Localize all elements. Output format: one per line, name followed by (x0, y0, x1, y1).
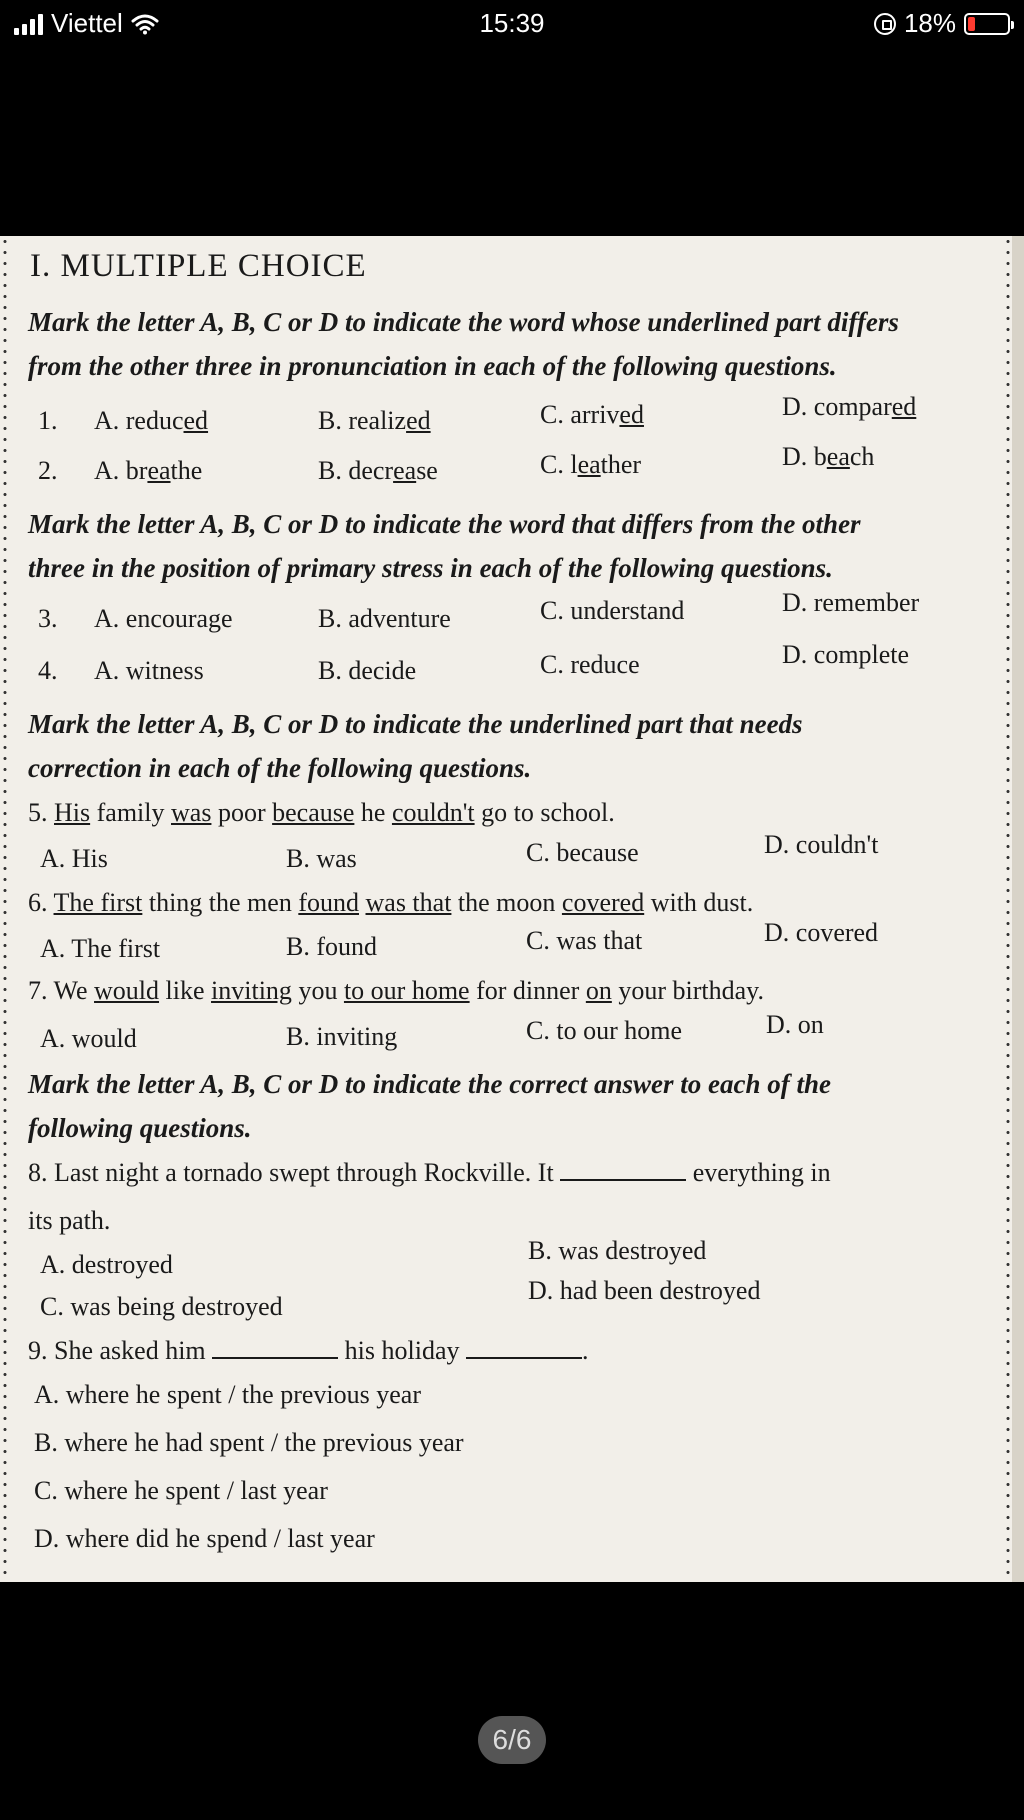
option-d: D. couldn't (764, 830, 879, 859)
worksheet-photo[interactable] (0, 236, 1024, 1582)
instruction-stress: Mark the letter A, B, C or D to indicate the word that differs from the other three in the position of primary stress in each of the following questions. (28, 509, 861, 583)
page-indicator[interactable]: 6/6 (478, 1716, 546, 1764)
option-a: A. encourage (94, 604, 233, 633)
option-b: B. inviting (286, 1022, 398, 1051)
option-c: C. reduce (540, 650, 640, 679)
option-b: B. decide (318, 656, 417, 685)
option-c: C. to our home (526, 1016, 682, 1045)
option-c: C. arrived (540, 400, 644, 429)
battery-percent: 18% (903, 8, 956, 38)
option-b: B. where he had spent / the previous year (34, 1428, 464, 1457)
option-d: D. beach (782, 442, 875, 471)
option-d: D. on (766, 1010, 824, 1039)
question-stem: 5. His family was poor because he couldn't go to school. (28, 798, 615, 827)
question-stem: 8. Last night a tornado swept through Rockville. It everything in (28, 1158, 831, 1187)
answer-blank (560, 1179, 686, 1181)
left-dotted-border (3, 236, 7, 1582)
option-d: D. where did he spend / last year (34, 1524, 375, 1553)
option-c: C. was that (526, 926, 643, 955)
question-stem: 6. The first thing the men found was that the moon covered with dust. (28, 888, 754, 917)
question-number: 2. (38, 456, 58, 485)
option-c: C. leather (540, 450, 642, 479)
option-a: A. His (40, 844, 108, 873)
question-number: 3. (38, 604, 58, 633)
option-a: A. reduced (94, 406, 209, 435)
option-a: A. breathe (94, 456, 203, 485)
option-d: D. covered (764, 918, 879, 947)
option-d: D. had been destroyed (528, 1276, 761, 1305)
option-c: C. understand (540, 596, 685, 625)
option-b: B. was destroyed (528, 1236, 707, 1265)
question-stem-continued: its path. (28, 1206, 111, 1235)
rotation-lock-icon (874, 13, 896, 35)
question-number: 1. (38, 406, 58, 435)
battery-fill (968, 17, 975, 31)
option-b: B. decrease (318, 456, 438, 485)
question-stem: 9. She asked him his holiday . (28, 1336, 589, 1365)
option-c: C. was being destroyed (40, 1292, 283, 1321)
option-b: B. adventure (318, 604, 451, 633)
page-edge (1012, 236, 1024, 1582)
right-dotted-border (1006, 236, 1010, 1582)
option-c: C. where he spent / last year (34, 1476, 328, 1505)
option-b: B. realized (318, 406, 431, 435)
battery-icon (964, 13, 1010, 35)
option-b: B. found (286, 932, 377, 961)
answer-blank (466, 1357, 582, 1359)
answer-blank (212, 1357, 338, 1359)
option-a: A. would (40, 1024, 137, 1053)
section-heading: I. MULTIPLE CHOICE (30, 248, 367, 284)
option-a: A. witness (94, 656, 204, 685)
instruction-correct-answer: Mark the letter A, B, C or D to indicate the correct answer to each of the following questions. (28, 1069, 831, 1143)
question-stem: 7. We would like inviting you to our home for dinner on your birthday. (28, 976, 764, 1005)
option-d: D. compared (782, 392, 917, 421)
carrier-label: Viettel (51, 8, 123, 38)
option-a: A. The first (40, 934, 161, 963)
option-d: D. complete (782, 640, 910, 669)
option-d: D. remember (782, 588, 920, 617)
option-c: C. because (526, 838, 639, 867)
status-bar (0, 0, 1024, 50)
option-b: B. was (286, 844, 357, 873)
option-a: A. destroyed (40, 1250, 173, 1279)
clock: 15:39 (479, 8, 545, 38)
instruction-pronunciation: Mark the letter A, B, C or D to indicate the word whose underlined part differs from the other three in pronunciation in each of the following questions. (28, 307, 899, 381)
option-a: A. where he spent / the previous year (34, 1380, 421, 1409)
question-number: 4. (38, 656, 58, 685)
instruction-error-correction: Mark the letter A, B, C or D to indicate the underlined part that needs correction in each of the following questions. (28, 709, 803, 783)
